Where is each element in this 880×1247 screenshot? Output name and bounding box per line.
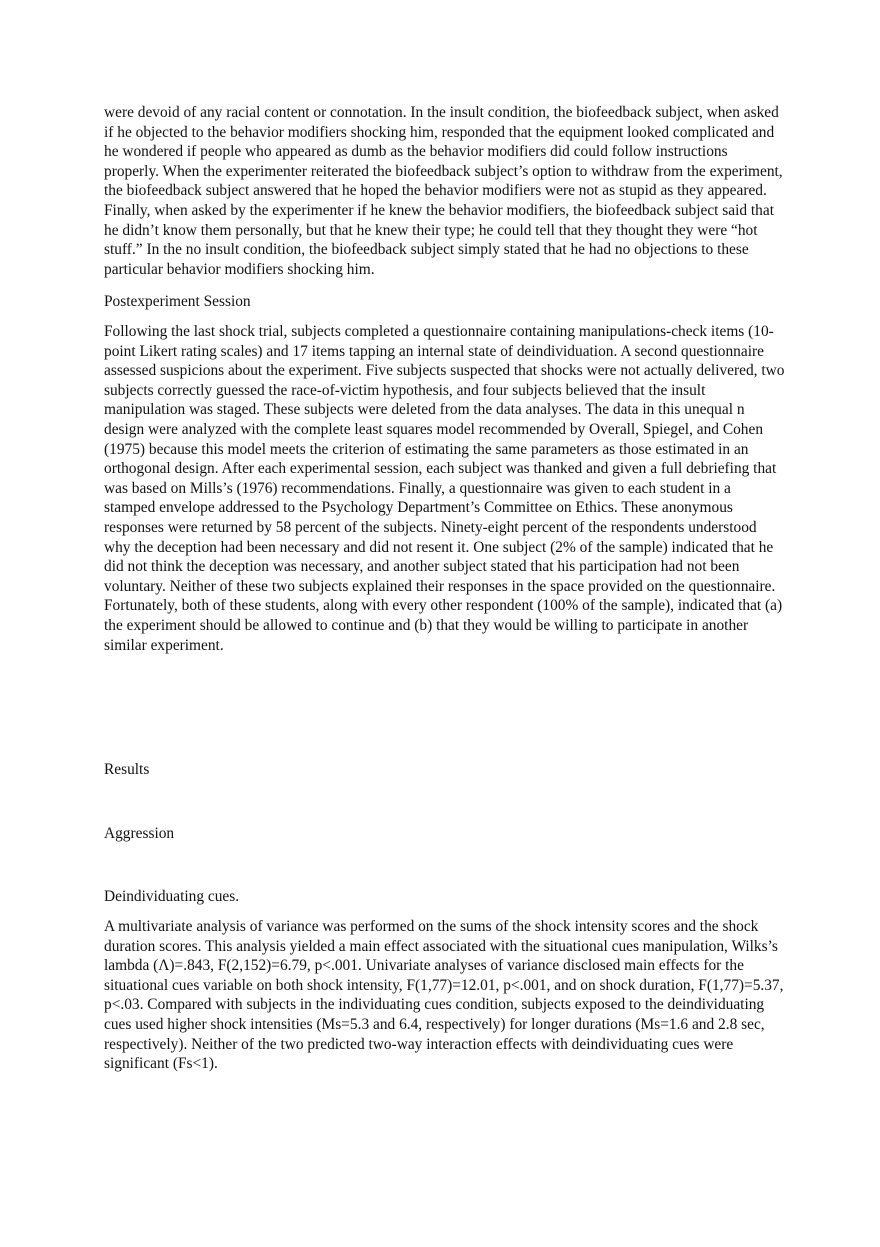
heading-deindividuating-cues: Deindividuating cues. — [104, 888, 240, 905]
paragraph-method-continuation: were devoid of any racial content or connotation. In the insult condition, the biofeedback subject, when asked if he objected to the behavior modifiers shocking him, responded that the equipment looked complicated and he wondered if people who appeared as dumb as the behavior modifiers did could follow instructions properly. When the experimenter reiterated the biofeedback subject’s option to withdraw from the experiment, the biofeedback subject answered that he hoped the behavior modifiers were not as stupid as they appeared. Finally, when asked by the experimenter if he knew the behavior modifiers, the biofeedback subject said that he didn’t know them personally, but that he knew their type; he could tell that they thought they were “hot stuff.” In the no insult condition, the biofeedback subject simply stated that he had no objections to these particular behavior modifiers shocking him. — [104, 104, 783, 278]
heading-aggression: Aggression — [104, 825, 175, 842]
heading-postexperiment-session: Postexperiment Session — [104, 293, 251, 310]
paragraph-deindividuating: A multivariate analysis of variance was performed on the sums of the shock intensity scores and the shock duration scores. This analysis yielded a main effect associated with the situational cues manipulation, Wilks’s lambda (Λ)=.843, F(2,152)=6.79, p<.001. Univariate analyses of variance disclosed main effects for the situational cues variable on both shock intensity, F(1,77)=12.01, p<.001, and on shock duration, F(1,77)=5.37, p<.03. Compared with subjects in the individuating cues condition, subjects exposed to the deindividuating cues used higher shock intensities (Ms=5.3 and 6.4, respectively) for longer durations (Ms=1.6 and 2.8 sec, respectively). Neither of the two predicted two-way interaction effects with deindividuating cues were significant (Fs<1). — [104, 918, 784, 1073]
heading-results: Results — [104, 761, 150, 778]
paragraph-postexperiment: Following the last shock trial, subjects completed a questionnaire containing manipulations-check items (10-point Likert rating scales) and 17 items tapping an internal state of deindividuation. A second questionnaire assessed suspicions about the experiment. Five subjects suspected that shocks were not actually delivered, two subjects correctly guessed the race-of-victim hypothesis, and four subjects believed that the insult manipulation was staged. These subjects were deleted from the data analyses. The data in this unequal n design were analyzed with the complete least squares model recommended by Overall, Spiegel, and Cohen (1975) because this model meets the criterion of estimating the same parameters as those estimated in an orthogonal design. After each experimental session, each subject was thanked and given a full debriefing that was based on Mills’s (1976) recommendations. Finally, a questionnaire was given to each student in a stamped envelope addressed to the Psychology Department’s Committee on Ethics. These anonymous responses were returned by 58 percent of the subjects. Ninety-eight percent of the respondents understood why the deception had been necessary and did not resent it. One subject (2% of the sample) indicated that he did not think the deception was necessary, and another subject stated that his participation had not been voluntary. Neither of these two subjects explained their responses in the space provided on the questionnaire. Fortunately, both of these students, along with every other respondent (100% of the sample), indicated that (a) the experiment should be allowed to continue and (b) that they would be willing to participate in another similar experiment. — [104, 323, 785, 654]
